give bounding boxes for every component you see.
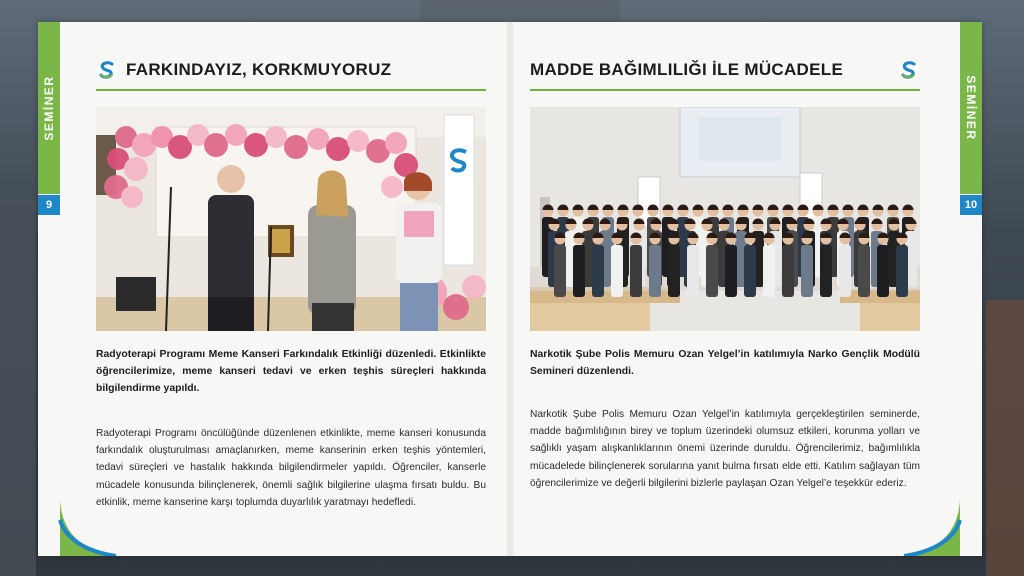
university-s-logo-icon bbox=[898, 59, 920, 81]
page-number-right: 10 bbox=[960, 195, 982, 215]
right-header bbox=[530, 58, 920, 82]
page-number-left: 9 bbox=[38, 195, 60, 215]
left-section-tab bbox=[38, 22, 60, 194]
body-paragraph: Narkotik Şube Polis Memuru Ozan Yelgel’in katılımıyla gerçekleştirilen seminerde, madde bağımlılığının birey ve toplum üzerindeki olumsuz etkileri, korunma yolları ve sağlıklı yaşam alışkanlıklarının önemi üzerinde duruldu. Öğrencilerimiz, bağımlılıkla mücadelede bilinçlenerek sorularına yanıt bulma fırsatı elde etti. Katılım sağlayan tüm öğrencilerimize ve değerli bilgilerini bizlerle paylaşan Ozan Yelgel’e teşekkür ederiz. bbox=[530, 409, 920, 489]
event-photo-seminar bbox=[530, 107, 920, 331]
background-building bbox=[0, 200, 36, 576]
corner-swoosh-decoration bbox=[58, 500, 118, 556]
section-tab-label: SEMİNER bbox=[964, 75, 978, 141]
title-rule bbox=[530, 89, 920, 91]
body-paragraph: Radyoterapi Programı öncülüğünde düzenlenen etkinlikte, meme kanseri konusunda farkındalık oluşturulması amaçlanırken, meme kanserinin erken teşhis yöntemleri, tedavi süreçleri ve hastalık hakkında bilgilendirmeler yapıldı. Öğrenciler, kanserle mücadele konusunda bilinçlenerek, önemli sağlık bilgilerine ulaşma fırsatı buldu. Bu etkinlik, meme kanserine karşı toplumda duyarlılık yaratmayı hedefledi. bbox=[96, 428, 486, 508]
lead-paragraph: Narkotik Şube Polis Memuru Ozan Yelgel’in katılımıyla Narko Gençlik Modülü Semineri düzenlendi. bbox=[530, 349, 920, 377]
background-building bbox=[986, 300, 1024, 576]
background-building bbox=[420, 0, 620, 22]
title-rule bbox=[96, 89, 486, 91]
page-title: FARKINDAYIZ, KORKMUYORUZ bbox=[126, 60, 392, 79]
event-photo-awareness bbox=[96, 107, 486, 331]
lead-paragraph: Radyoterapi Programı Meme Kanseri Farkındalık Etkinliği düzenledi. Etkinlikte öğrencilerimize, meme kanseri tedavi ve erken teşhis süreçleri hakkında bilgilendirme yapıldı. bbox=[96, 349, 486, 394]
page-gutter bbox=[507, 22, 513, 556]
corner-swoosh-decoration bbox=[902, 500, 962, 556]
section-tab-label: SEMİNER bbox=[42, 75, 56, 141]
university-s-logo-icon bbox=[96, 59, 118, 81]
right-section-tab bbox=[960, 22, 982, 194]
left-header bbox=[96, 58, 391, 82]
page-title: MADDE BAĞIMLILIĞI İLE MÜCADELE bbox=[530, 60, 844, 79]
